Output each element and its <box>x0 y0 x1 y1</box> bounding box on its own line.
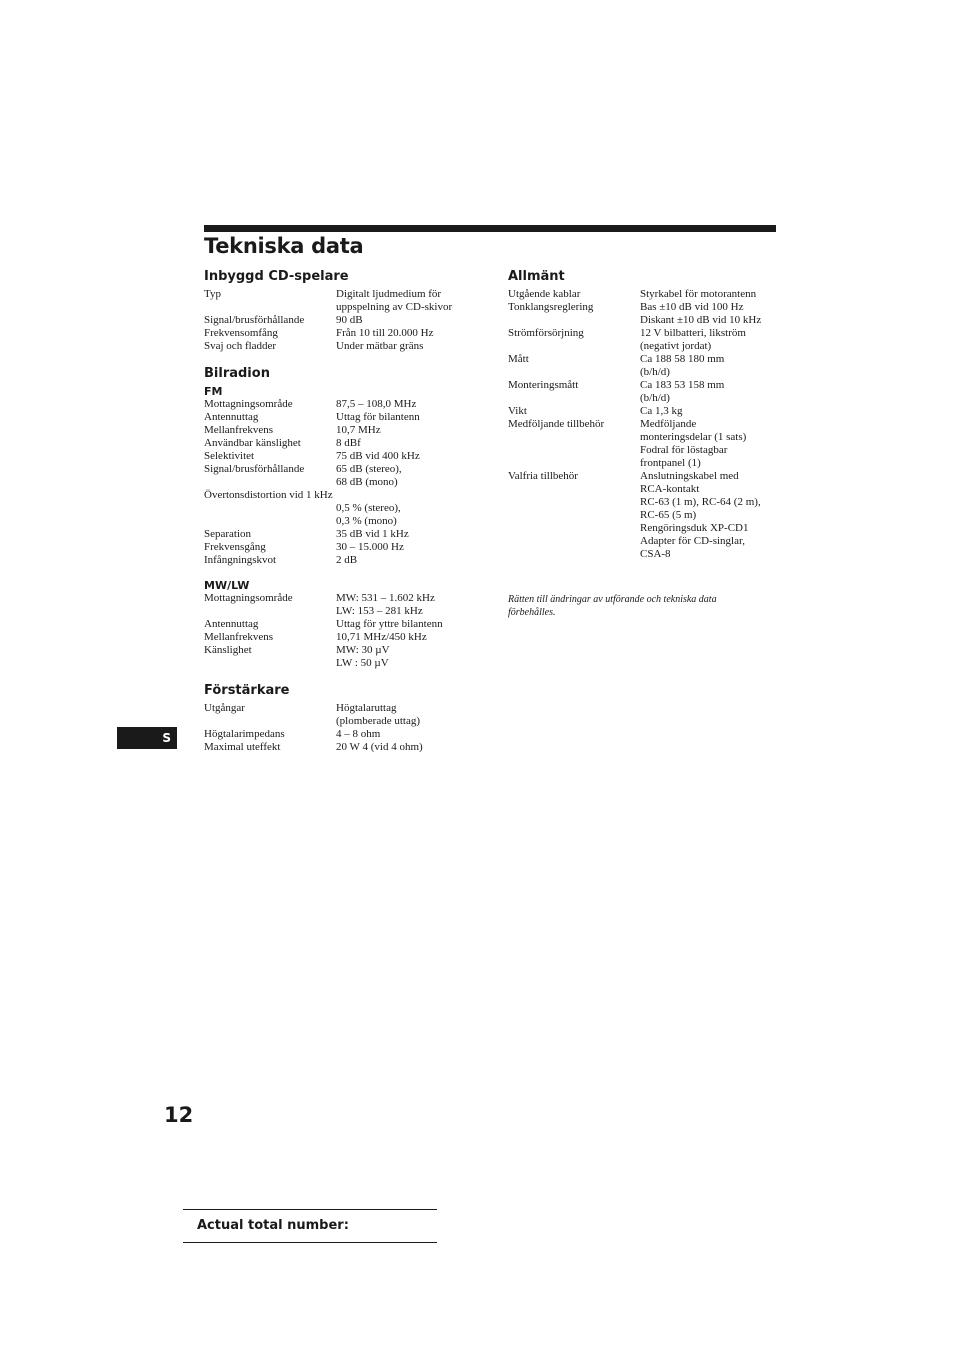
spec-value: 75 dB vid 400 kHz <box>336 450 420 462</box>
spec-row <box>508 535 778 548</box>
spec-label: Mellanfrekvens <box>204 631 274 643</box>
spec-value: Fodral för löstagbar <box>640 444 728 456</box>
spec-row <box>508 379 778 392</box>
spec-value: 2 dB <box>336 554 358 566</box>
section-heading-cd: Inbyggd CD-spelare <box>204 269 349 284</box>
spec-label: Användbar känslighet <box>204 437 301 449</box>
spec-label: Monteringsmått <box>508 379 579 391</box>
spec-value: 12 V bilbatteri, likström <box>640 327 746 339</box>
spec-row <box>204 411 474 424</box>
section-heading-amplifier: Förstärkare <box>204 683 290 698</box>
spec-value: monteringsdelar (1 sats) <box>640 431 747 443</box>
spec-row <box>508 301 778 314</box>
spec-value: 65 dB (stereo), <box>336 463 402 475</box>
spec-label: Mottagningsområde <box>204 592 293 604</box>
spec-value: 87,5 – 108,0 MHz <box>336 398 417 410</box>
spec-value: 0,3 % (mono) <box>336 515 397 527</box>
spec-value: 10,71 MHz/450 kHz <box>336 631 427 643</box>
amplifier-spec-list <box>204 702 474 754</box>
left-column <box>204 268 474 754</box>
spec-value: LW: 153 – 281 kHz <box>336 605 423 617</box>
spec-row <box>508 288 778 301</box>
language-tab: S <box>117 727 177 749</box>
spec-label: Infångningskvot <box>204 554 277 566</box>
spec-label <box>508 496 640 509</box>
spec-row <box>508 548 778 561</box>
spec-label: Valfria tillbehör <box>508 470 578 482</box>
spec-value: (b/h/d) <box>640 392 670 404</box>
spec-row <box>204 741 474 754</box>
spec-label: Vikt <box>508 405 527 417</box>
spec-row <box>508 327 778 340</box>
spec-row <box>204 541 474 554</box>
general-spec-list <box>508 288 778 561</box>
spec-value: Ca 188 58 180 mm <box>640 353 725 365</box>
spec-value: Uttag för bilantenn <box>336 411 420 423</box>
spec-row <box>508 314 778 327</box>
spec-row <box>204 327 474 340</box>
spec-value: 35 dB vid 1 kHz <box>336 528 409 540</box>
disclaimer-line: förbehålles. <box>508 607 556 618</box>
spec-row <box>508 457 778 470</box>
spec-label: Typ <box>204 288 221 300</box>
spec-value: (plomberade uttag) <box>336 715 420 727</box>
spec-value: Högtalaruttag <box>336 702 397 714</box>
spec-row <box>204 398 474 411</box>
fm-spec-list-2 <box>204 502 474 567</box>
spec-label <box>204 476 336 489</box>
disclaimer-note <box>508 593 758 619</box>
spec-label <box>204 301 336 314</box>
spec-label: Mått <box>508 353 529 365</box>
spec-row <box>508 496 778 509</box>
spec-value: frontpanel (1) <box>640 457 701 469</box>
spec-label: Antennuttag <box>204 411 259 423</box>
spec-label: Mottagningsområde <box>204 398 293 410</box>
spec-label <box>508 340 640 353</box>
footer-label: Actual total number: <box>197 1218 349 1233</box>
spec-label <box>508 522 640 535</box>
spec-row <box>204 301 474 314</box>
spec-label: Högtalarimpedans <box>204 728 285 740</box>
spec-row <box>204 592 474 605</box>
spec-label: Utgångar <box>204 702 245 714</box>
spec-value: Ca 1,3 kg <box>640 405 683 417</box>
spec-value: MW: 531 – 1.602 kHz <box>336 592 435 604</box>
spec-row <box>204 728 474 741</box>
section-heading-general: Allmänt <box>508 269 565 284</box>
spec-label: Mellanfrekvens <box>204 424 274 436</box>
spec-row <box>508 522 778 535</box>
spec-label: Övertonsdistortion vid 1 kHz <box>204 489 333 501</box>
spec-row <box>508 405 778 418</box>
spec-row <box>204 605 474 618</box>
spec-row <box>204 437 474 450</box>
spec-label <box>508 444 640 457</box>
spec-value: 4 – 8 ohm <box>336 728 381 740</box>
disclaimer-line: Rätten till ändringar av utförande och tekniska data <box>508 594 717 605</box>
spec-row <box>508 392 778 405</box>
spec-value: (b/h/d) <box>640 366 670 378</box>
spec-row <box>508 470 778 483</box>
spec-row <box>204 702 474 715</box>
spec-label <box>204 715 336 728</box>
spec-row <box>508 509 778 522</box>
spec-label <box>508 392 640 405</box>
spec-value: 0,5 % (stereo), <box>336 502 401 514</box>
spec-row <box>508 431 778 444</box>
spec-row <box>204 528 474 541</box>
page-title: Tekniska data <box>204 234 364 258</box>
spec-value: Adapter för CD-singlar, <box>640 535 745 547</box>
spec-label <box>204 515 336 528</box>
page-number: 12 <box>164 1103 194 1127</box>
spec-label <box>508 457 640 470</box>
spec-label <box>508 314 640 327</box>
fm-spec-list <box>204 398 474 489</box>
spec-value: Diskant ±10 dB vid 10 kHz <box>640 314 762 326</box>
subheading-fm: FM <box>204 385 223 398</box>
spec-label: Strömförsörjning <box>508 327 584 339</box>
spec-row <box>204 489 474 502</box>
spec-value: Uttag för yttre bilantenn <box>336 618 443 630</box>
spec-value: Medföljande <box>640 418 697 430</box>
spec-row <box>204 715 474 728</box>
subheading-mwlw: MW/LW <box>204 579 250 592</box>
spec-row <box>204 631 474 644</box>
spec-value: LW : 50 µV <box>336 657 389 669</box>
spec-row <box>204 657 474 670</box>
spec-value: RCA-kontakt <box>640 483 700 495</box>
spec-label <box>508 431 640 444</box>
spec-value: Styrkabel för motorantenn <box>640 288 757 300</box>
spec-label: Signal/brusförhållande <box>204 463 305 475</box>
spec-row <box>508 444 778 457</box>
spec-value: MW: 30 µV <box>336 644 390 656</box>
spec-row <box>204 450 474 463</box>
spec-row <box>508 418 778 431</box>
spec-value: Rengöringsduk XP-CD1 <box>640 522 749 534</box>
right-column <box>508 268 778 619</box>
spec-value: Digitalt ljudmedium för <box>336 288 442 300</box>
spec-row <box>204 554 474 567</box>
spec-value: (negativt jordat) <box>640 340 712 352</box>
spec-row <box>508 483 778 496</box>
spec-label: Tonklangsreglering <box>508 301 594 313</box>
mwlw-spec-list <box>204 592 474 670</box>
spec-row <box>204 314 474 327</box>
spec-label <box>508 548 640 561</box>
spec-value: Ca 183 53 158 mm <box>640 379 725 391</box>
spec-label: Svaj och fladder <box>204 340 277 352</box>
spec-row <box>204 340 474 353</box>
spec-value: 90 dB <box>336 314 363 326</box>
spec-label: Frekvensomfång <box>204 327 278 339</box>
spec-row <box>204 476 474 489</box>
spec-value: Bas ±10 dB vid 100 Hz <box>640 301 744 313</box>
spec-value: 30 – 15.000 Hz <box>336 541 404 553</box>
spec-row <box>204 424 474 437</box>
spec-row <box>508 353 778 366</box>
spec-value: RC-65 (5 m) <box>640 509 697 521</box>
spec-value: Från 10 till 20.000 Hz <box>336 327 434 339</box>
spec-label: Signal/brusförhållande <box>204 314 305 326</box>
spec-value: 68 dB (mono) <box>336 476 398 488</box>
spec-label <box>204 502 336 515</box>
spec-value: Anslutningskabel med <box>640 470 739 482</box>
spec-row <box>508 366 778 379</box>
spec-label <box>204 657 336 670</box>
spec-label: Separation <box>204 528 252 540</box>
spec-label <box>508 535 640 548</box>
spec-value: 10,7 MHz <box>336 424 381 436</box>
spec-row <box>204 618 474 631</box>
spec-label: Känslighet <box>204 644 252 656</box>
spec-value: RC-63 (1 m), RC-64 (2 m), <box>640 496 761 508</box>
spec-row <box>204 502 474 515</box>
spec-label: Utgående kablar <box>508 288 581 300</box>
section-heading-radio: Bilradion <box>204 366 270 381</box>
spec-label: Medföljande tillbehör <box>508 418 605 430</box>
spec-label: Antennuttag <box>204 618 259 630</box>
spec-row <box>204 463 474 476</box>
spec-value: CSA-8 <box>640 548 671 560</box>
spec-label: Maximal uteffekt <box>204 741 281 753</box>
spec-value: 8 dBf <box>336 437 361 449</box>
spec-value: Under mätbar gräns <box>336 340 424 352</box>
spec-row <box>204 515 474 528</box>
cd-spec-list <box>204 288 474 353</box>
spec-label <box>508 483 640 496</box>
spec-label: Selektivitet <box>204 450 255 462</box>
spec-label <box>508 366 640 379</box>
spec-row <box>204 288 474 301</box>
spec-label <box>508 509 640 522</box>
footer-box <box>183 1209 437 1243</box>
spec-row <box>508 340 778 353</box>
spec-row <box>204 644 474 657</box>
spec-value: uppspelning av CD-skivor <box>336 301 453 313</box>
spec-label <box>204 605 336 618</box>
spec-label: Frekvensgång <box>204 541 266 553</box>
spec-value: 20 W 4 (vid 4 ohm) <box>336 741 423 753</box>
